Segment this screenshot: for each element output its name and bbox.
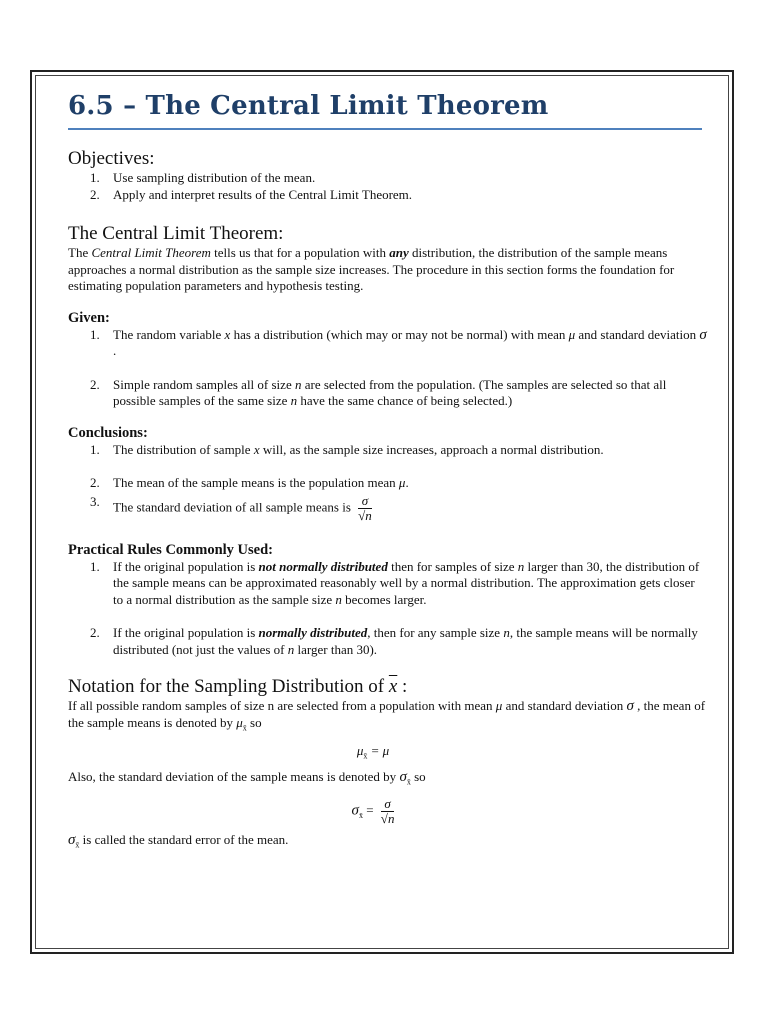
text: is called the standard error of the mean.	[79, 831, 289, 847]
symbol: n	[503, 625, 510, 640]
text: will, as the sample size increases, approach a normal distribution.	[259, 441, 604, 457]
text: The	[68, 245, 92, 260]
fraction-denominator: n	[365, 507, 372, 523]
emphasis: not normally distributed	[258, 558, 388, 574]
text: Notation for the Sampling Distribution of	[68, 676, 389, 697]
text: larger than 30).	[294, 641, 378, 657]
subscript: x̄	[75, 840, 80, 850]
text: :	[397, 676, 408, 697]
text: .	[113, 343, 117, 358]
text: .	[405, 475, 409, 490]
text: so	[246, 714, 262, 730]
list-item	[68, 625, 708, 658]
list-item	[68, 494, 708, 523]
list-number: 2.	[90, 186, 100, 202]
equals-sign: =	[362, 802, 377, 818]
equation-standard-error	[38, 797, 708, 826]
symbol: μ	[398, 475, 406, 490]
text: The distribution of sample	[113, 441, 254, 457]
list-item	[68, 559, 708, 609]
text: larger than 30, the distribution of the sample means can be approximated reasonably well by a normal distribution. The approximation gets closer to a normal distribution as the sample size	[113, 558, 700, 607]
symbol: n	[335, 591, 342, 607]
text: The standard deviation of all sample means is	[113, 498, 351, 514]
list-number: 1.	[90, 326, 100, 342]
text: If the original population is	[113, 625, 259, 640]
sigma-over-root-n	[358, 494, 372, 523]
symbol: σ	[699, 326, 707, 343]
symbol: n	[294, 376, 302, 392]
list-item	[68, 442, 708, 459]
objectives-list	[68, 170, 708, 203]
text: becomes larger.	[341, 591, 427, 607]
text: Simple random samples all of size	[113, 376, 295, 392]
text: If all possible random samples of size n are selected from a population with mean	[68, 698, 496, 713]
page-title: 6.5 – The Central Limit Theorem	[68, 91, 549, 121]
list-number: 1.	[90, 441, 100, 457]
list-number: 2.	[90, 376, 100, 392]
equation-mean	[38, 743, 708, 765]
fraction-denominator: n	[387, 810, 395, 826]
symbol: σ	[351, 802, 359, 819]
emphasis: any	[389, 245, 409, 260]
text: and standard deviation	[575, 326, 700, 342]
list-number: 2.	[90, 475, 100, 490]
text: distribution, the distribution of the sample means approaches a normal distribution as the sample size increases. The procedure in this section forms the foundation for estimating population parameters and hypothesis testing.	[68, 245, 675, 293]
fraction-numerator: σ	[381, 797, 395, 812]
text: then for samples of size	[387, 558, 518, 574]
text: If the original population is	[113, 558, 259, 574]
symbol: σ	[399, 768, 407, 785]
symbol: μ	[236, 714, 243, 730]
symbol: x	[224, 326, 231, 342]
symbol: n	[290, 393, 298, 408]
text: , then for any sample size	[367, 625, 504, 640]
term: Central Limit Theorem	[91, 245, 211, 260]
clt-heading: The Central Limit Theorem:	[68, 223, 284, 244]
text: , the sample means will be normally distributed (not just the values of	[113, 625, 698, 657]
text: The random variable	[113, 326, 225, 342]
conclusions-list	[68, 442, 708, 523]
list-number: 1.	[90, 558, 100, 574]
symbol: σ	[626, 698, 634, 714]
text: are selected from the population. (The samples are selected so that all possible samples of the same size	[113, 376, 667, 408]
practical-heading: Practical Rules Commonly Used:	[68, 541, 273, 558]
symbol: x	[253, 441, 260, 457]
symbol: μ	[568, 326, 576, 342]
notation-paragraph-2	[68, 769, 708, 791]
text: and standard deviation	[502, 698, 627, 713]
list-text: Use sampling distribution of the mean.	[113, 170, 316, 185]
document-content	[68, 85, 708, 854]
fraction-numerator: σ	[358, 494, 372, 509]
given-list	[68, 327, 708, 410]
subscript: x̄	[358, 810, 363, 820]
text: Also, the standard deviation of the sample means is denoted by	[68, 768, 400, 784]
list-item	[68, 475, 708, 492]
list-item	[68, 327, 708, 360]
symbol: n	[517, 558, 525, 574]
list-number: 3.	[90, 493, 100, 509]
list-number: 1.	[90, 170, 100, 185]
subscript: x̄	[242, 723, 247, 733]
symbol: μ	[356, 742, 364, 758]
subscript: x̄	[406, 777, 411, 787]
list-item	[68, 187, 708, 204]
notation-paragraph-3	[68, 832, 708, 854]
conclusions-heading: Conclusions:	[68, 424, 148, 441]
symbol: μ	[495, 698, 503, 713]
text: tells us that for a population with	[210, 245, 390, 260]
sigma-over-root-n	[381, 797, 395, 826]
given-heading: Given:	[68, 309, 110, 326]
text: has a distribution (which may or may not be normal) with mean	[230, 326, 569, 342]
emphasis: normally distributed	[258, 625, 368, 640]
sqrt-symbol: √	[358, 507, 366, 523]
symbol: = μ	[367, 742, 390, 758]
list-item	[68, 170, 708, 187]
list-item	[68, 377, 708, 410]
list-number: 2.	[90, 625, 100, 640]
text: have the same chance of being selected.)	[297, 393, 513, 408]
symbol: n	[287, 641, 295, 657]
clt-intro	[68, 245, 708, 295]
subscript: x̄	[363, 751, 368, 761]
x-bar-symbol: x	[388, 676, 398, 697]
notation-heading	[68, 676, 708, 698]
list-text: Apply and interpret results of the Central Limit Theorem.	[113, 186, 413, 202]
symbol: σ	[68, 831, 76, 848]
notation-paragraph-1	[68, 698, 708, 737]
sqrt-symbol: √	[380, 810, 388, 826]
text: so	[410, 768, 426, 784]
text: , the mean of the sample means is denoted by	[68, 698, 706, 730]
text: The mean of the sample means is the population mean	[113, 475, 399, 490]
practical-list	[68, 559, 708, 659]
objectives-heading: Objectives:	[68, 148, 155, 169]
